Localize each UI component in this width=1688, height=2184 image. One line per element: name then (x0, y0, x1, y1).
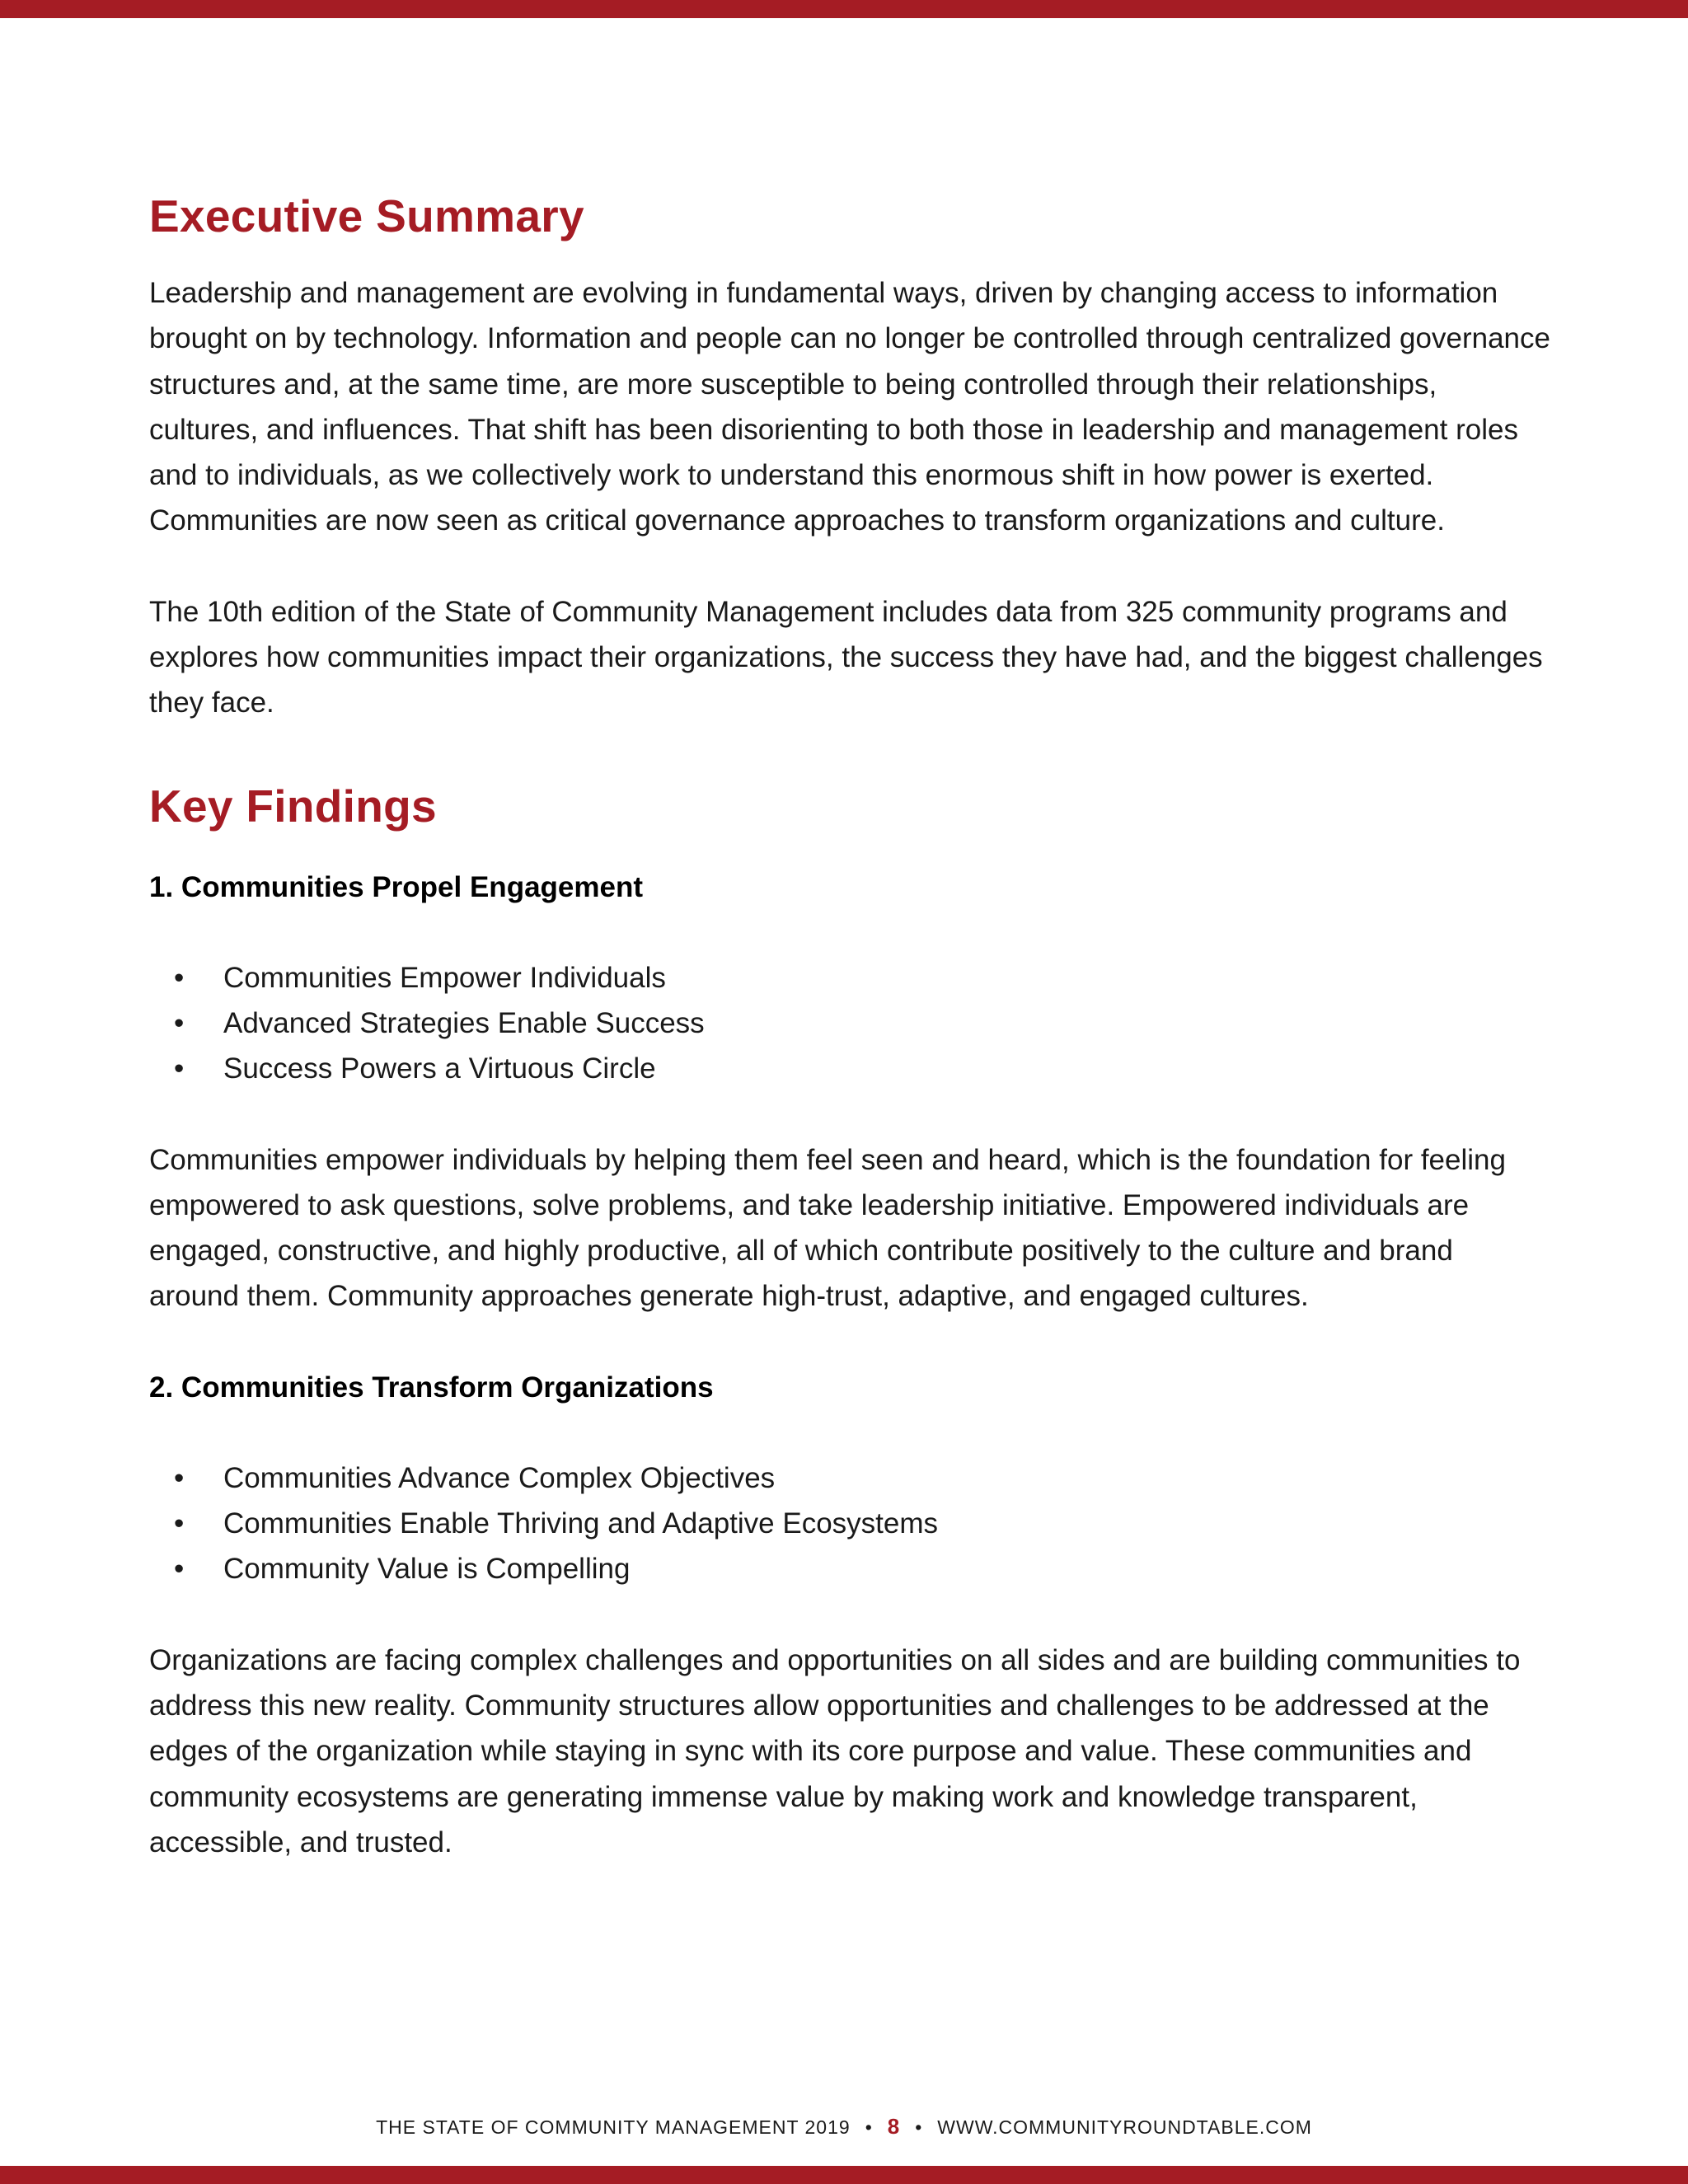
finding-2-bullet-list (149, 1455, 1550, 1592)
footer-publication: THE STATE OF COMMUNITY MANAGEMENT 2019 (376, 2116, 851, 2138)
bullet-icon: • (174, 961, 185, 994)
list-item (149, 1501, 1550, 1546)
footer-website[interactable]: WWW.COMMUNITYROUNDTABLE.COM (937, 2116, 1312, 2138)
finding-1-heading: 1. Communities Propel Engagement (149, 870, 643, 903)
bullet-text: Communities Empower Individuals (223, 961, 666, 994)
bullet-icon: • (174, 1461, 185, 1494)
page-number: 8 (887, 2114, 901, 2139)
finding-2-paragraph: Organizations are facing complex challenges and opportunities on all sides and are building communities to address this new reality. Community structures allow opportunities and challenges to be addressed at the edges of the organization while staying in sync with its core purpose and value. These communities and community ecosystems are generating immense value by making work and knowledge transparent, accessible, and trusted. (149, 1643, 1521, 1858)
bullet-text: Community Value is Compelling (223, 1553, 631, 1586)
bullet-text: Communities Advance Complex Objectives (223, 1461, 776, 1494)
executive-summary-paragraph-2: The 10th edition of the State of Community Management includes data from 325 community programs and explores how communities impact their organizations, the success they have had, and the biggest challenges they face. (149, 595, 1543, 719)
top-accent-bar (0, 0, 1688, 18)
bullet-text: Advanced Strategies Enable Success (223, 1006, 705, 1039)
bottom-accent-bar (0, 2166, 1688, 2184)
bullet-text: Success Powers a Virtuous Circle (223, 1052, 656, 1085)
finding-1-bullet-list (149, 955, 1550, 1092)
list-item (149, 955, 1550, 1001)
footer-separator: • (915, 2116, 923, 2138)
bullet-text: Communities Enable Thriving and Adaptive Ecosystems (223, 1507, 939, 1540)
bullet-icon: • (174, 1553, 185, 1586)
bullet-icon: • (174, 1052, 185, 1085)
bullet-icon: • (174, 1006, 185, 1039)
finding-1-paragraph: Communities empower individuals by helping them feel seen and heard, which is the foundation for feeling empowered to ask questions, solve problems, and take leadership initiative. Empowered individuals are engaged, constructive, and highly productive, all of which contribute positively to the culture and brand around them. Community approaches generate high-trust, adaptive, and engaged cultures. (149, 1143, 1506, 1313)
key-findings-title: Key Findings (149, 780, 437, 832)
executive-summary-paragraph-1: Leadership and management are evolving in fundamental ways, driven by changing access to information brought on by technology. Information and people can no longer be controlled through centralized governance structures and, at the same time, are more susceptible to being controlled through their relationships, cultures, and influences. That shift has been disorienting to both those in leadership and management roles and to individuals, as we collectively work to understand this enormous shift in how power is exerted. Communities are now seen as critical governance approaches to transform organizations and culture. (149, 277, 1550, 537)
finding-2-heading: 2. Communities Transform Organizations (149, 1371, 714, 1404)
list-item (149, 1546, 1550, 1591)
footer-separator: • (865, 2116, 873, 2138)
list-item (149, 1001, 1550, 1046)
list-item (149, 1046, 1550, 1091)
page-footer (0, 2110, 1688, 2144)
bullet-icon: • (174, 1507, 185, 1540)
executive-summary-title: Executive Summary (149, 190, 584, 241)
page-content (149, 183, 1550, 1865)
list-item (149, 1455, 1550, 1501)
